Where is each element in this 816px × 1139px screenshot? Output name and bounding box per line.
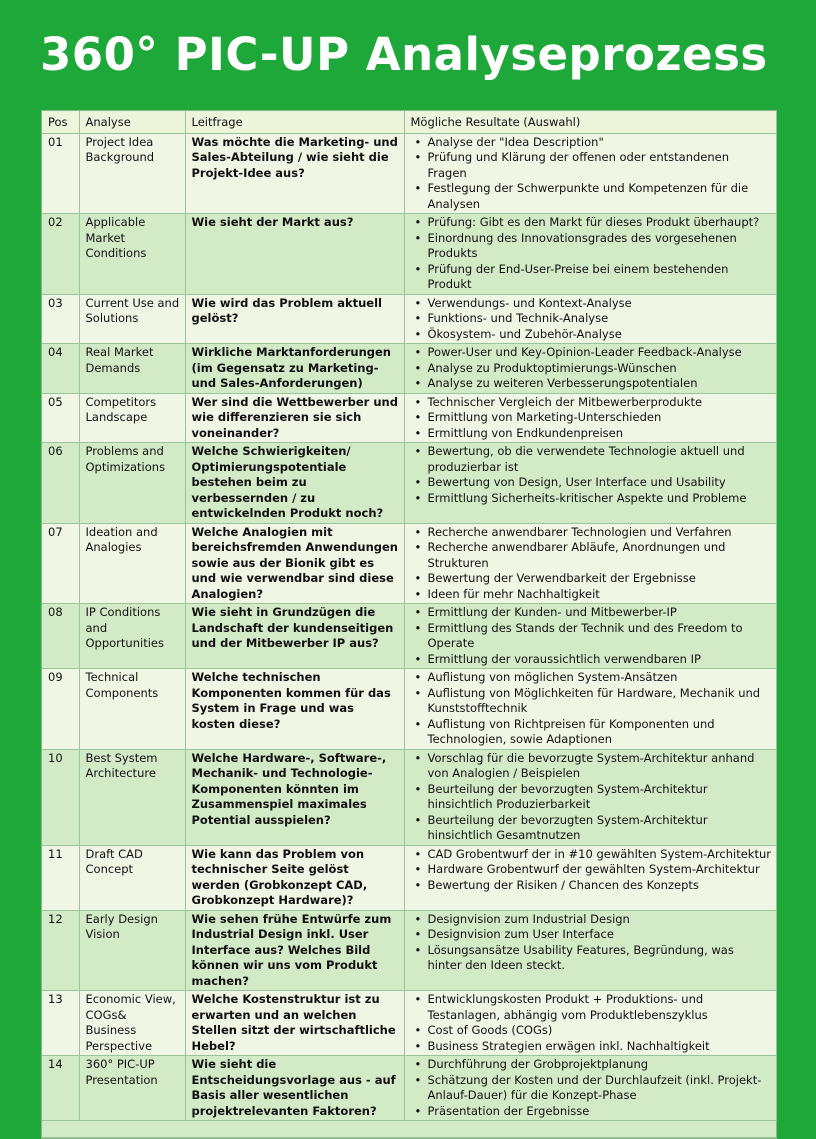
row-leitfrage: Welche technischen Komponenten kommen für das System in Frage und was kosten diese? [185, 669, 404, 750]
result-item: • CAD Grobentwurf der in #10 gewählten System-Architektur [428, 847, 772, 863]
result-item: • Bewertung der Verwendbarkeit der Ergebnisse [428, 571, 772, 587]
result-item: • Designvision zum Industrial Design [428, 912, 772, 928]
header-resultate: Mögliche Resultate (Auswahl) [404, 111, 776, 133]
result-list [411, 345, 772, 392]
row-leitfrage: Wie sehen frühe Entwürfe zum Industrial Design inkl. User Interface aus? Welches Bild können wir uns vom Produkt machen? [185, 910, 404, 991]
result-item: • Bewertung von Design, User Interface und Usability [428, 475, 772, 491]
row-pos: 02 [42, 214, 79, 295]
row-leitfrage: Wer sind die Wettbewerber und wie differenzieren sie sich voneinander? [185, 393, 404, 443]
result-item: • Cost of Goods (COGs) [428, 1023, 772, 1039]
result-item: • Festlegung der Schwerpunkte und Kompetenzen für die Analysen [428, 181, 772, 212]
row-leitfrage: Was möchte die Marketing- und Sales-Abteilung / wie sieht die Projekt-Idee aus? [185, 133, 404, 214]
table-row [42, 344, 776, 394]
result-list [411, 135, 772, 213]
header-leitfrage: Leitfrage [185, 111, 404, 133]
row-analyse: Best System Architecture [79, 749, 185, 845]
row-resultate [404, 523, 776, 604]
table-row [42, 991, 776, 1056]
table-row [42, 910, 776, 991]
result-item: • Auflistung von Richtpreisen für Komponenten und Technologien, sowie Adaptionen [428, 717, 772, 748]
row-resultate [404, 669, 776, 750]
row-leitfrage: Wie sieht in Grundzügen die Landschaft der kundenseitigen und der Mitbewerber IP aus? [185, 604, 404, 669]
table-footer-cell [42, 1121, 776, 1138]
row-resultate [404, 344, 776, 394]
result-list [411, 670, 772, 748]
row-analyse: Competitors Landscape [79, 393, 185, 443]
row-analyse: Draft CAD Concept [79, 845, 185, 910]
row-pos: 06 [42, 443, 79, 524]
row-analyse: Problems and Optimizations [79, 443, 185, 524]
result-item: • Analyse zu Produktoptimierungs-Wünschen [428, 361, 772, 377]
header-analyse: Analyse [79, 111, 185, 133]
row-pos: 11 [42, 845, 79, 910]
table-row [42, 1056, 776, 1121]
result-list [411, 215, 772, 293]
row-pos: 09 [42, 669, 79, 750]
row-resultate [404, 910, 776, 991]
row-pos: 07 [42, 523, 79, 604]
row-pos: 04 [42, 344, 79, 394]
row-analyse: Early Design Vision [79, 910, 185, 991]
page-title: 360° PIC-UP Analyseprozess [40, 28, 768, 81]
result-item: • Entwicklungskosten Produkt + Produktions- und Testanlagen, abhängig vom Produktlebenszyklus [428, 992, 772, 1023]
result-item: • Business Strategien erwägen inkl. Nachhaltigkeit [428, 1039, 772, 1055]
result-item: • Hardware Grobentwurf der gewählten System-Architektur [428, 862, 772, 878]
analysis-table-container [41, 110, 777, 1139]
result-item: • Präsentation der Ergebnisse [428, 1104, 772, 1120]
result-item: • Durchführung der Grobprojektplanung [428, 1057, 772, 1073]
result-item: • Ideen für mehr Nachhaltigkeit [428, 587, 772, 603]
result-item: • Analyse zu weiteren Verbesserungspotentialen [428, 376, 772, 392]
result-item: • Beurteilung der bevorzugten System-Architektur hinsichtlich Gesamtnutzen [428, 813, 772, 844]
result-item: • Prüfung: Gibt es den Markt für dieses Produkt überhaupt? [428, 215, 772, 231]
row-leitfrage: Wie sieht die Entscheidungsvorlage aus - auf Basis aller wesentlichen projektrelevanten Faktoren? [185, 1056, 404, 1121]
result-item: • Ermittlung von Endkundenpreisen [428, 426, 772, 442]
result-item: • Beurteilung der bevorzugten System-Architektur hinsichtlich Produzierbarkeit [428, 782, 772, 813]
result-list [411, 605, 772, 667]
result-list [411, 912, 772, 974]
row-resultate [404, 845, 776, 910]
table-row [42, 604, 776, 669]
row-pos: 05 [42, 393, 79, 443]
result-item: • Lösungsansätze Usability Features, Begründung, was hinter den Ideen steckt. [428, 943, 772, 974]
result-list [411, 1057, 772, 1119]
header-pos: Pos [42, 111, 79, 133]
row-pos: 01 [42, 133, 79, 214]
result-item: • Funktions- und Technik-Analyse [428, 311, 772, 327]
table-row [42, 214, 776, 295]
result-list [411, 444, 772, 506]
row-leitfrage: Wie kann das Problem von technischer Seite gelöst werden (Grobkonzept CAD, Grobkonzept Hardware)? [185, 845, 404, 910]
row-analyse: Current Use and Solutions [79, 294, 185, 344]
row-leitfrage: Wirkliche Marktanforderungen (im Gegensatz zu Marketing- und Sales-Anforderungen) [185, 344, 404, 394]
row-analyse: Economic View, COGs& Business Perspective [79, 991, 185, 1056]
table-row [42, 133, 776, 214]
result-item: • Schätzung der Kosten und der Durchlaufzeit (inkl. Projekt-Anlauf-Dauer) für die Konzept-Phase [428, 1073, 772, 1104]
result-item: • Recherche anwendbarer Technologien und Verfahren [428, 525, 772, 541]
result-item: • Verwendungs- und Kontext-Analyse [428, 296, 772, 312]
row-leitfrage: Welche Analogien mit bereichsfremden Anwendungen sowie aus der Bionik gibt es und wie verwendbar sind diese Analogien? [185, 523, 404, 604]
row-leitfrage: Welche Hardware-, Software-, Mechanik- und Technologie-Komponenten könnten im Zusammenspiel maximales Potential ausspielen? [185, 749, 404, 845]
row-pos: 12 [42, 910, 79, 991]
result-item: • Recherche anwendbarer Abläufe, Anordnungen und Strukturen [428, 540, 772, 571]
row-pos: 03 [42, 294, 79, 344]
row-resultate [404, 133, 776, 214]
result-item: • Technischer Vergleich der Mitbewerberprodukte [428, 395, 772, 411]
result-item: • Ermittlung der voraussichtlich verwendbaren IP [428, 652, 772, 668]
table-row [42, 523, 776, 604]
row-leitfrage: Welche Schwierigkeiten/ Optimierungspotentiale bestehen beim zu verbessernden / zu entwickelnden Produkt noch? [185, 443, 404, 524]
table-row [42, 669, 776, 750]
row-resultate [404, 1056, 776, 1121]
row-leitfrage: Wie sieht der Markt aus? [185, 214, 404, 295]
result-item: • Bewertung, ob die verwendete Technologie aktuell und produzierbar ist [428, 444, 772, 475]
row-pos: 14 [42, 1056, 79, 1121]
result-item: • Bewertung der Risiken / Chancen des Konzepts [428, 878, 772, 894]
row-analyse: Real Market Demands [79, 344, 185, 394]
row-resultate [404, 214, 776, 295]
table-row [42, 749, 776, 845]
table-header-row [42, 111, 776, 133]
result-item: • Analyse der "Idea Description" [428, 135, 772, 151]
row-resultate [404, 393, 776, 443]
table-row [42, 443, 776, 524]
row-analyse: IP Conditions and Opportunities [79, 604, 185, 669]
result-item: • Ökosystem- und Zubehör-Analyse [428, 327, 772, 343]
result-item: • Prüfung und Klärung der offenen oder entstandenen Fragen [428, 150, 772, 181]
result-item: • Ermittlung von Marketing-Unterschieden [428, 410, 772, 426]
table-body [42, 133, 776, 1138]
result-item: • Einordnung des Innovationsgrades des vorgesehenen Produkts [428, 231, 772, 262]
row-resultate [404, 991, 776, 1056]
row-resultate [404, 443, 776, 524]
result-list [411, 992, 772, 1054]
result-item: • Power-User und Key-Opinion-Leader Feedback-Analyse [428, 345, 772, 361]
table-row [42, 393, 776, 443]
row-leitfrage: Welche Kostenstruktur ist zu erwarten und an welchen Stellen sitzt der wirtschaftliche Hebel? [185, 991, 404, 1056]
row-leitfrage: Wie wird das Problem aktuell gelöst? [185, 294, 404, 344]
row-analyse: Technical Components [79, 669, 185, 750]
row-analyse: 360° PIC-UP Presentation [79, 1056, 185, 1121]
result-list [411, 525, 772, 603]
result-item: • Designvision zum User Interface [428, 927, 772, 943]
result-item: • Vorschlag für die bevorzugte System-Architektur anhand von Analogien / Beispielen [428, 751, 772, 782]
analysis-table [42, 111, 777, 1138]
result-item: • Prüfung der End-User-Preise bei einem bestehenden Produkt [428, 262, 772, 293]
table-row [42, 294, 776, 344]
row-pos: 08 [42, 604, 79, 669]
row-analyse: Project Idea Background [79, 133, 185, 214]
result-list [411, 751, 772, 844]
table-footer-row [42, 1121, 776, 1138]
row-resultate [404, 604, 776, 669]
result-list [411, 296, 772, 343]
result-item: • Ermittlung des Stands der Technik und des Freedom to Operate [428, 621, 772, 652]
result-item: • Ermittlung der Kunden- und Mitbewerber-IP [428, 605, 772, 621]
row-analyse: Ideation and Analogies [79, 523, 185, 604]
result-item: • Auflistung von möglichen System-Ansätzen [428, 670, 772, 686]
row-resultate [404, 749, 776, 845]
row-resultate [404, 294, 776, 344]
row-analyse: Applicable Market Conditions [79, 214, 185, 295]
result-item: • Auflistung von Möglichkeiten für Hardware, Mechanik und Kunststofftechnik [428, 686, 772, 717]
row-pos: 13 [42, 991, 79, 1056]
result-list [411, 847, 772, 894]
result-list [411, 395, 772, 442]
table-row [42, 845, 776, 910]
result-item: • Ermittlung Sicherheits-kritischer Aspekte und Probleme [428, 491, 772, 507]
row-pos: 10 [42, 749, 79, 845]
